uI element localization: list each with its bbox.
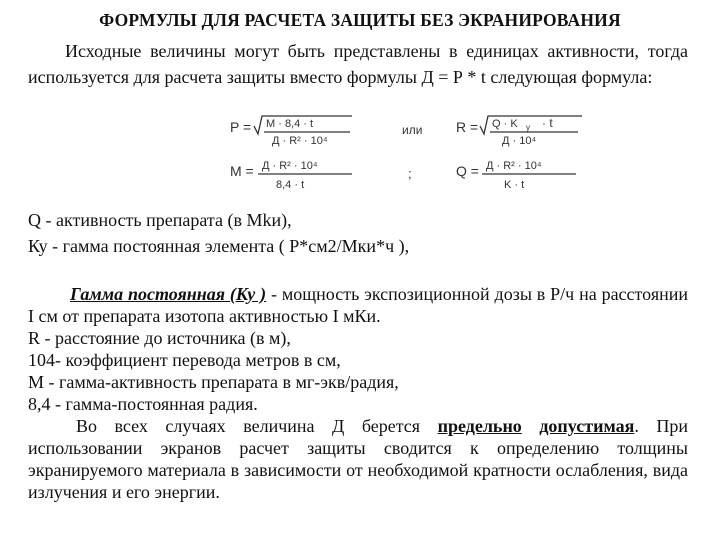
semicolon: ; [408, 166, 412, 181]
def-ky: Ку - гамма постоянная элемента ( Р*см2/Мки*ч ), [28, 236, 410, 256]
f4-num: Д · R² · 10⁴ [486, 160, 542, 172]
line-84: 8,4 - гамма-постоянная радия. [28, 394, 258, 414]
f2-tail: · t [542, 116, 553, 130]
final-part2: . При использовании экранов расчет защиты сводится к определению толщины экранируемого материала в зависимости от необходимой кратности ослабления, вида излучения и его энергии. [28, 416, 688, 502]
f2-num: Q · K [492, 118, 518, 130]
f4-lhs: Q = [456, 163, 479, 179]
gamma-section [28, 283, 688, 503]
definitions [28, 207, 688, 259]
line-r: R - расстояние до источника (в м), [28, 328, 291, 348]
page-title: ФОРМУЛЫ ДЛЯ РАСЧЕТА ЗАЩИТЫ БЕЗ ЭКРАНИРОВАНИЯ [99, 10, 621, 30]
final-space [522, 416, 540, 436]
final-emph-1: предельно [437, 416, 522, 436]
gamma-definition: - мощность экспозиционной дозы в Р/ч на расстоянии I см от препарата изотопа активностью I мКи. [28, 284, 688, 326]
f2-den: Д · 10⁴ [502, 135, 537, 147]
gamma-paragraph [28, 283, 688, 327]
intro-paragraph [28, 38, 688, 90]
gamma-term: Гамма постоянная (Ку ) [70, 284, 267, 304]
f3-lhs: M = [230, 163, 254, 179]
f1-den: Д · R² · 10⁴ [272, 135, 328, 147]
or-label: или [402, 123, 423, 137]
final-paragraph [28, 415, 688, 503]
formula-image [224, 110, 594, 200]
final-emph-2: допустимая [539, 416, 635, 436]
line-m: М - гамма-активность препарата в мг-экв/радия, [28, 372, 399, 392]
line-104: 104- коэффициент перевода метров в см, [28, 350, 341, 370]
f1-lhs: P = [230, 119, 252, 135]
final-part1: Во всех случаях величина Д берется [76, 416, 438, 436]
def-q: Q - активность препарата (в Мkи), [28, 210, 292, 230]
f4-den: K · t [504, 179, 525, 191]
f1-num: M · 8,4 · t [266, 118, 314, 130]
f2-lhs: R = [456, 119, 479, 135]
f2-sub: γ [526, 123, 530, 132]
f3-den: 8,4 · t [276, 179, 305, 191]
intro-text: Исходные величины могут быть представлены в единицах активности, тогда используется для расчета защиты вместо формулы Д = Р * t следующая формула: [28, 41, 688, 87]
f3-num: Д · R² · 10⁴ [262, 160, 318, 172]
